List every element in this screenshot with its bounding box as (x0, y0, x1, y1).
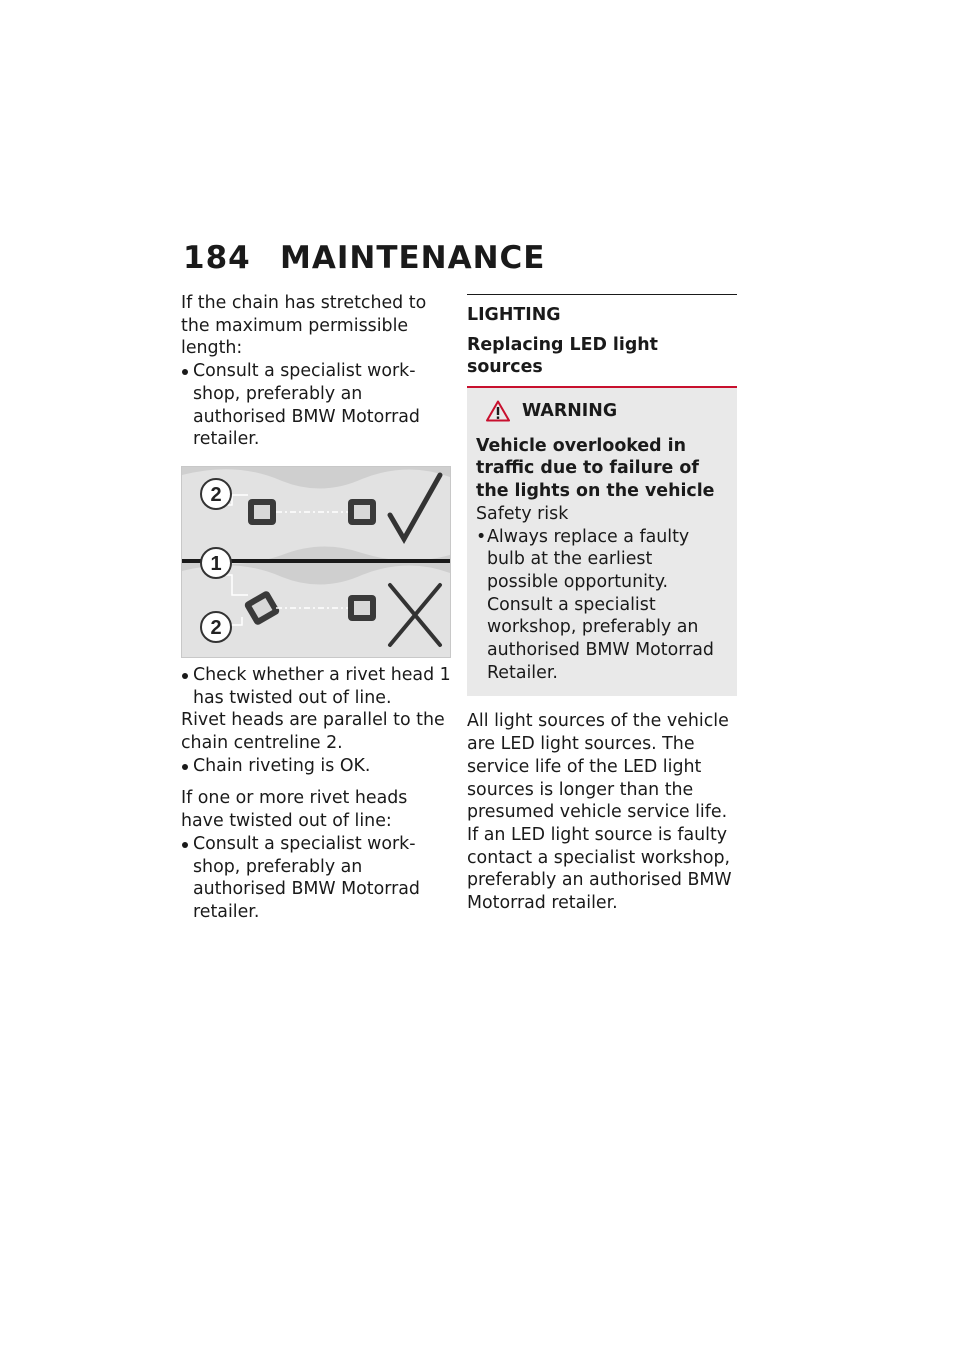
warning-risk: Safety risk (476, 503, 569, 524)
list-item (181, 833, 451, 924)
rivet-center-top-left (254, 505, 270, 519)
bullet-icon (182, 369, 188, 375)
warning-list-item (476, 526, 727, 685)
chain-illustration (182, 467, 450, 657)
list-item-text: Check whether a rivet head 1 has twisted out of line. (193, 664, 451, 708)
callout-label-mid: 1 (210, 552, 222, 575)
body-text: All light sources of the vehicle are LED light sources. The service life of the LED light sources is longer than the presumed vehicle service life. If an LED light source is faulty contact a specialist workshop, preferably an authorised BMW Motorrad retailer. (467, 711, 732, 914)
warning-header (476, 400, 727, 423)
section-title: MAINTENANCE (280, 240, 546, 276)
section-heading: LIGHTING (467, 305, 561, 325)
list-item (181, 755, 451, 778)
callout-label-top: 2 (210, 483, 222, 506)
list-item-text: Consult a specialist workshop, preferably an authorised BMW Motorrad retailer. (193, 833, 420, 922)
section-rule (467, 294, 737, 326)
rivet-center-top-right (354, 505, 370, 519)
warning-hazard: Vehicle overlooked in traffic due to failure of the lights on the vehicle (476, 435, 715, 502)
list-item-text: Chain riveting is OK. (193, 755, 371, 776)
list-item (181, 664, 451, 709)
list-item-text: Consult a specialist workshop, preferably an authorised BMW Motorrad retailer. (193, 361, 420, 450)
list-item (181, 360, 451, 451)
condition-text: If one or more rivet heads have twisted out of line: (181, 788, 408, 832)
callout-label-bottom: 2 (210, 616, 222, 639)
warning-action: Always replace a faulty bulb at the earliest possible opportunity. Consult a specialist workshop, preferably an authorised BMW Motorrad Retailer. (487, 526, 714, 683)
intro-text: If the chain has stretched to the maximum permissible length: (181, 293, 427, 359)
bullet-icon (182, 673, 188, 679)
warning-triangle-icon (486, 400, 510, 422)
bullet-icon (182, 842, 188, 848)
page-number: 184 (183, 240, 251, 276)
warning-title: WARNING (522, 401, 618, 421)
right-column (467, 292, 737, 915)
warning-box (467, 388, 737, 696)
left-column (181, 292, 451, 924)
chain-rivet-figure (181, 466, 451, 658)
bullet-icon (182, 764, 188, 770)
subsection-heading: Replacing LED light sources (467, 334, 737, 388)
result-text: Rivet heads are parallel to the chain centreline 2. (181, 710, 445, 754)
bullet-icon: • (476, 526, 487, 547)
rivet-center-bottom-right (354, 601, 370, 615)
